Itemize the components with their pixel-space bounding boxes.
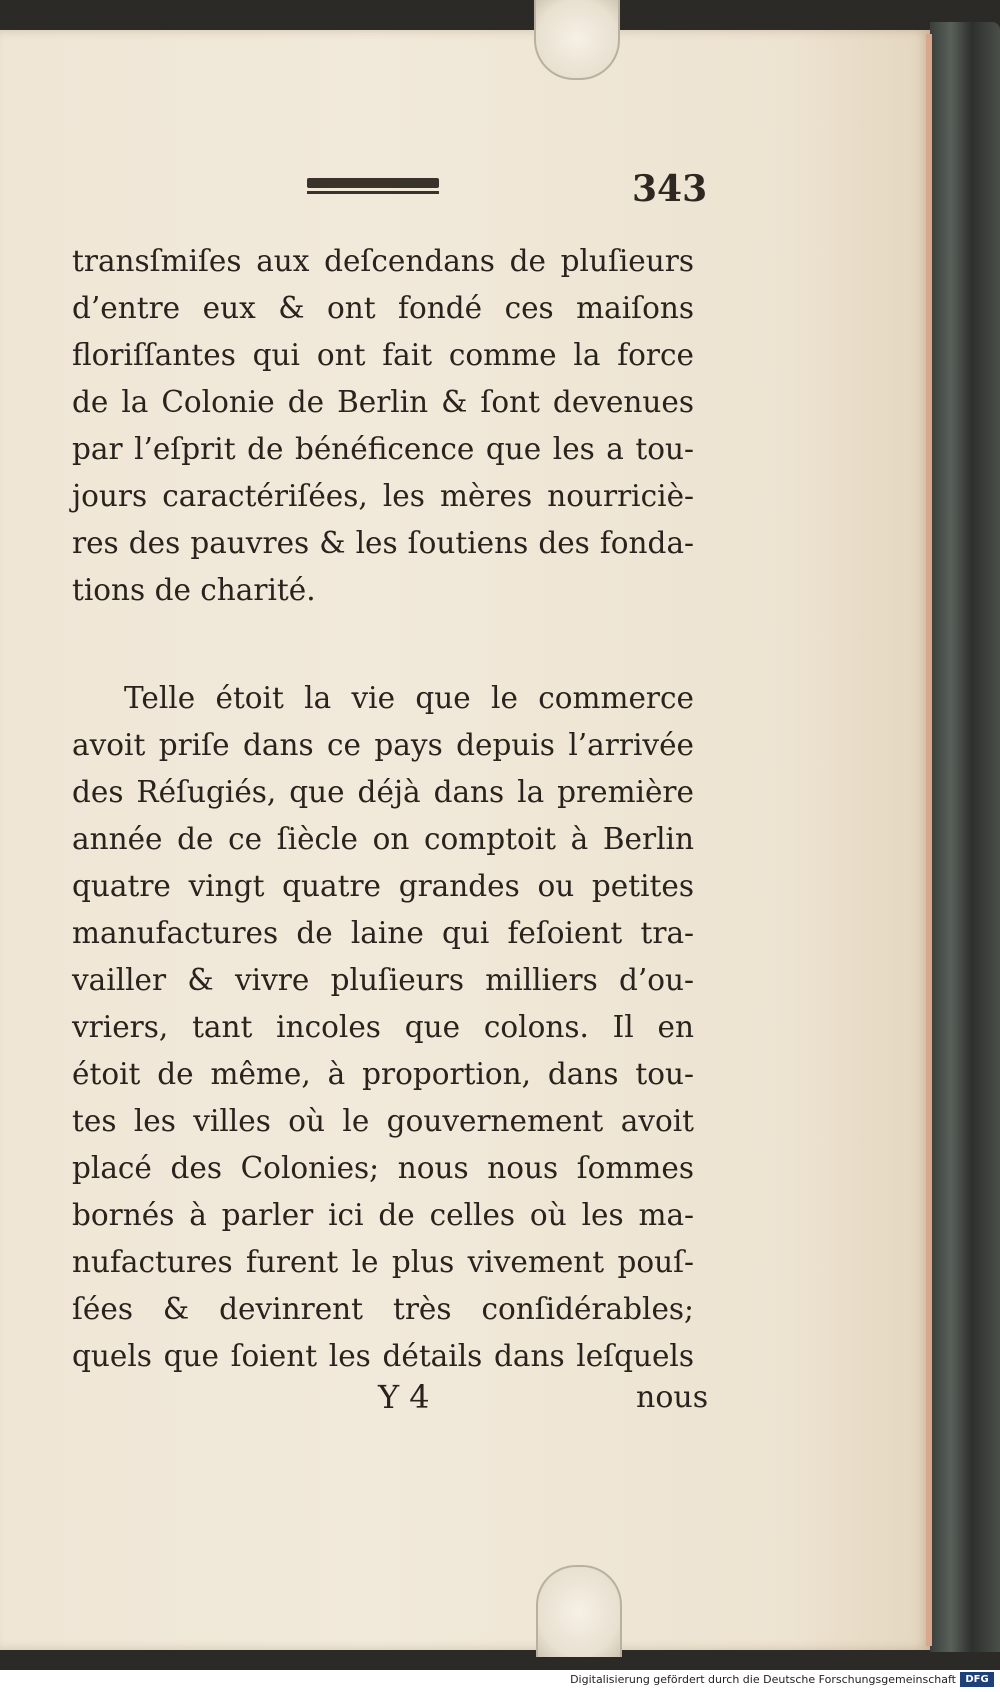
- top-page-clip: [534, 0, 620, 80]
- text-line: vriers, tant incoles que colons. Il en: [72, 1010, 694, 1044]
- text-line: tions de charité.: [72, 573, 316, 607]
- text-line: res des pauvres & les ſoutiens des fonda-: [72, 526, 694, 560]
- text-line: placé des Colonies; nous nous ſommes: [72, 1151, 694, 1185]
- text-line: nufactures furent le plus vivement pouſ-: [72, 1245, 694, 1279]
- text-line: tes les villes où le gouvernement avoit: [72, 1104, 694, 1138]
- text-line: quels que ſoient les détails dans leſquels: [72, 1339, 694, 1373]
- text-line: transſmiſes aux deſcendans de pluſieurs: [72, 244, 694, 278]
- catchword: nous: [636, 1380, 709, 1415]
- digitization-credit: Digitalisierung gefördert durch die Deutsche Forschungsgemeinschaft: [570, 1673, 956, 1686]
- text-line: Telle étoit la vie que le commerce: [124, 681, 694, 715]
- text-line: étoit de même, à proportion, dans tou-: [72, 1057, 694, 1091]
- text-line: quatre vingt quatre grandes ou petites: [72, 869, 694, 903]
- text-line: manufactures de laine qui feſoient tra-: [72, 916, 694, 950]
- header-ornament-rule: [307, 178, 439, 188]
- text-line: avoit priſe dans ce pays depuis l’arrivée: [72, 728, 694, 762]
- text-line: d’entre eux & ont fondé ces maiſons: [72, 291, 694, 325]
- paragraph-2: [72, 675, 694, 1380]
- bottom-page-clip: [536, 1565, 622, 1657]
- text-line: vailler & vivre pluſieurs milliers d’ou-: [72, 963, 694, 997]
- text-line: année de ce ſiècle on comptoit à Berlin: [72, 822, 694, 856]
- book-cover-edge: [930, 22, 1000, 1652]
- page-edge: [926, 34, 932, 1646]
- dfg-logo: DFG: [960, 1672, 994, 1687]
- paragraph-1: [72, 238, 694, 614]
- text-line: floriſſantes qui ont fait comme la force: [72, 338, 694, 372]
- text-line: de la Colonie de Berlin & ſont devenues: [72, 385, 694, 419]
- text-line: ſées & devinrent très conſidérables;: [72, 1292, 694, 1326]
- text-line: des Réſugiés, que déjà dans la première: [72, 775, 694, 809]
- page-number: 343: [632, 168, 708, 210]
- text-line: jours caractériſées, les mères nourriciè-: [72, 479, 694, 513]
- text-line: par l’eſprit de bénéficence que les a tou-: [72, 432, 694, 466]
- text-line: bornés à parler ici de celles où les ma-: [72, 1198, 694, 1232]
- signature-mark: Y 4: [378, 1378, 430, 1416]
